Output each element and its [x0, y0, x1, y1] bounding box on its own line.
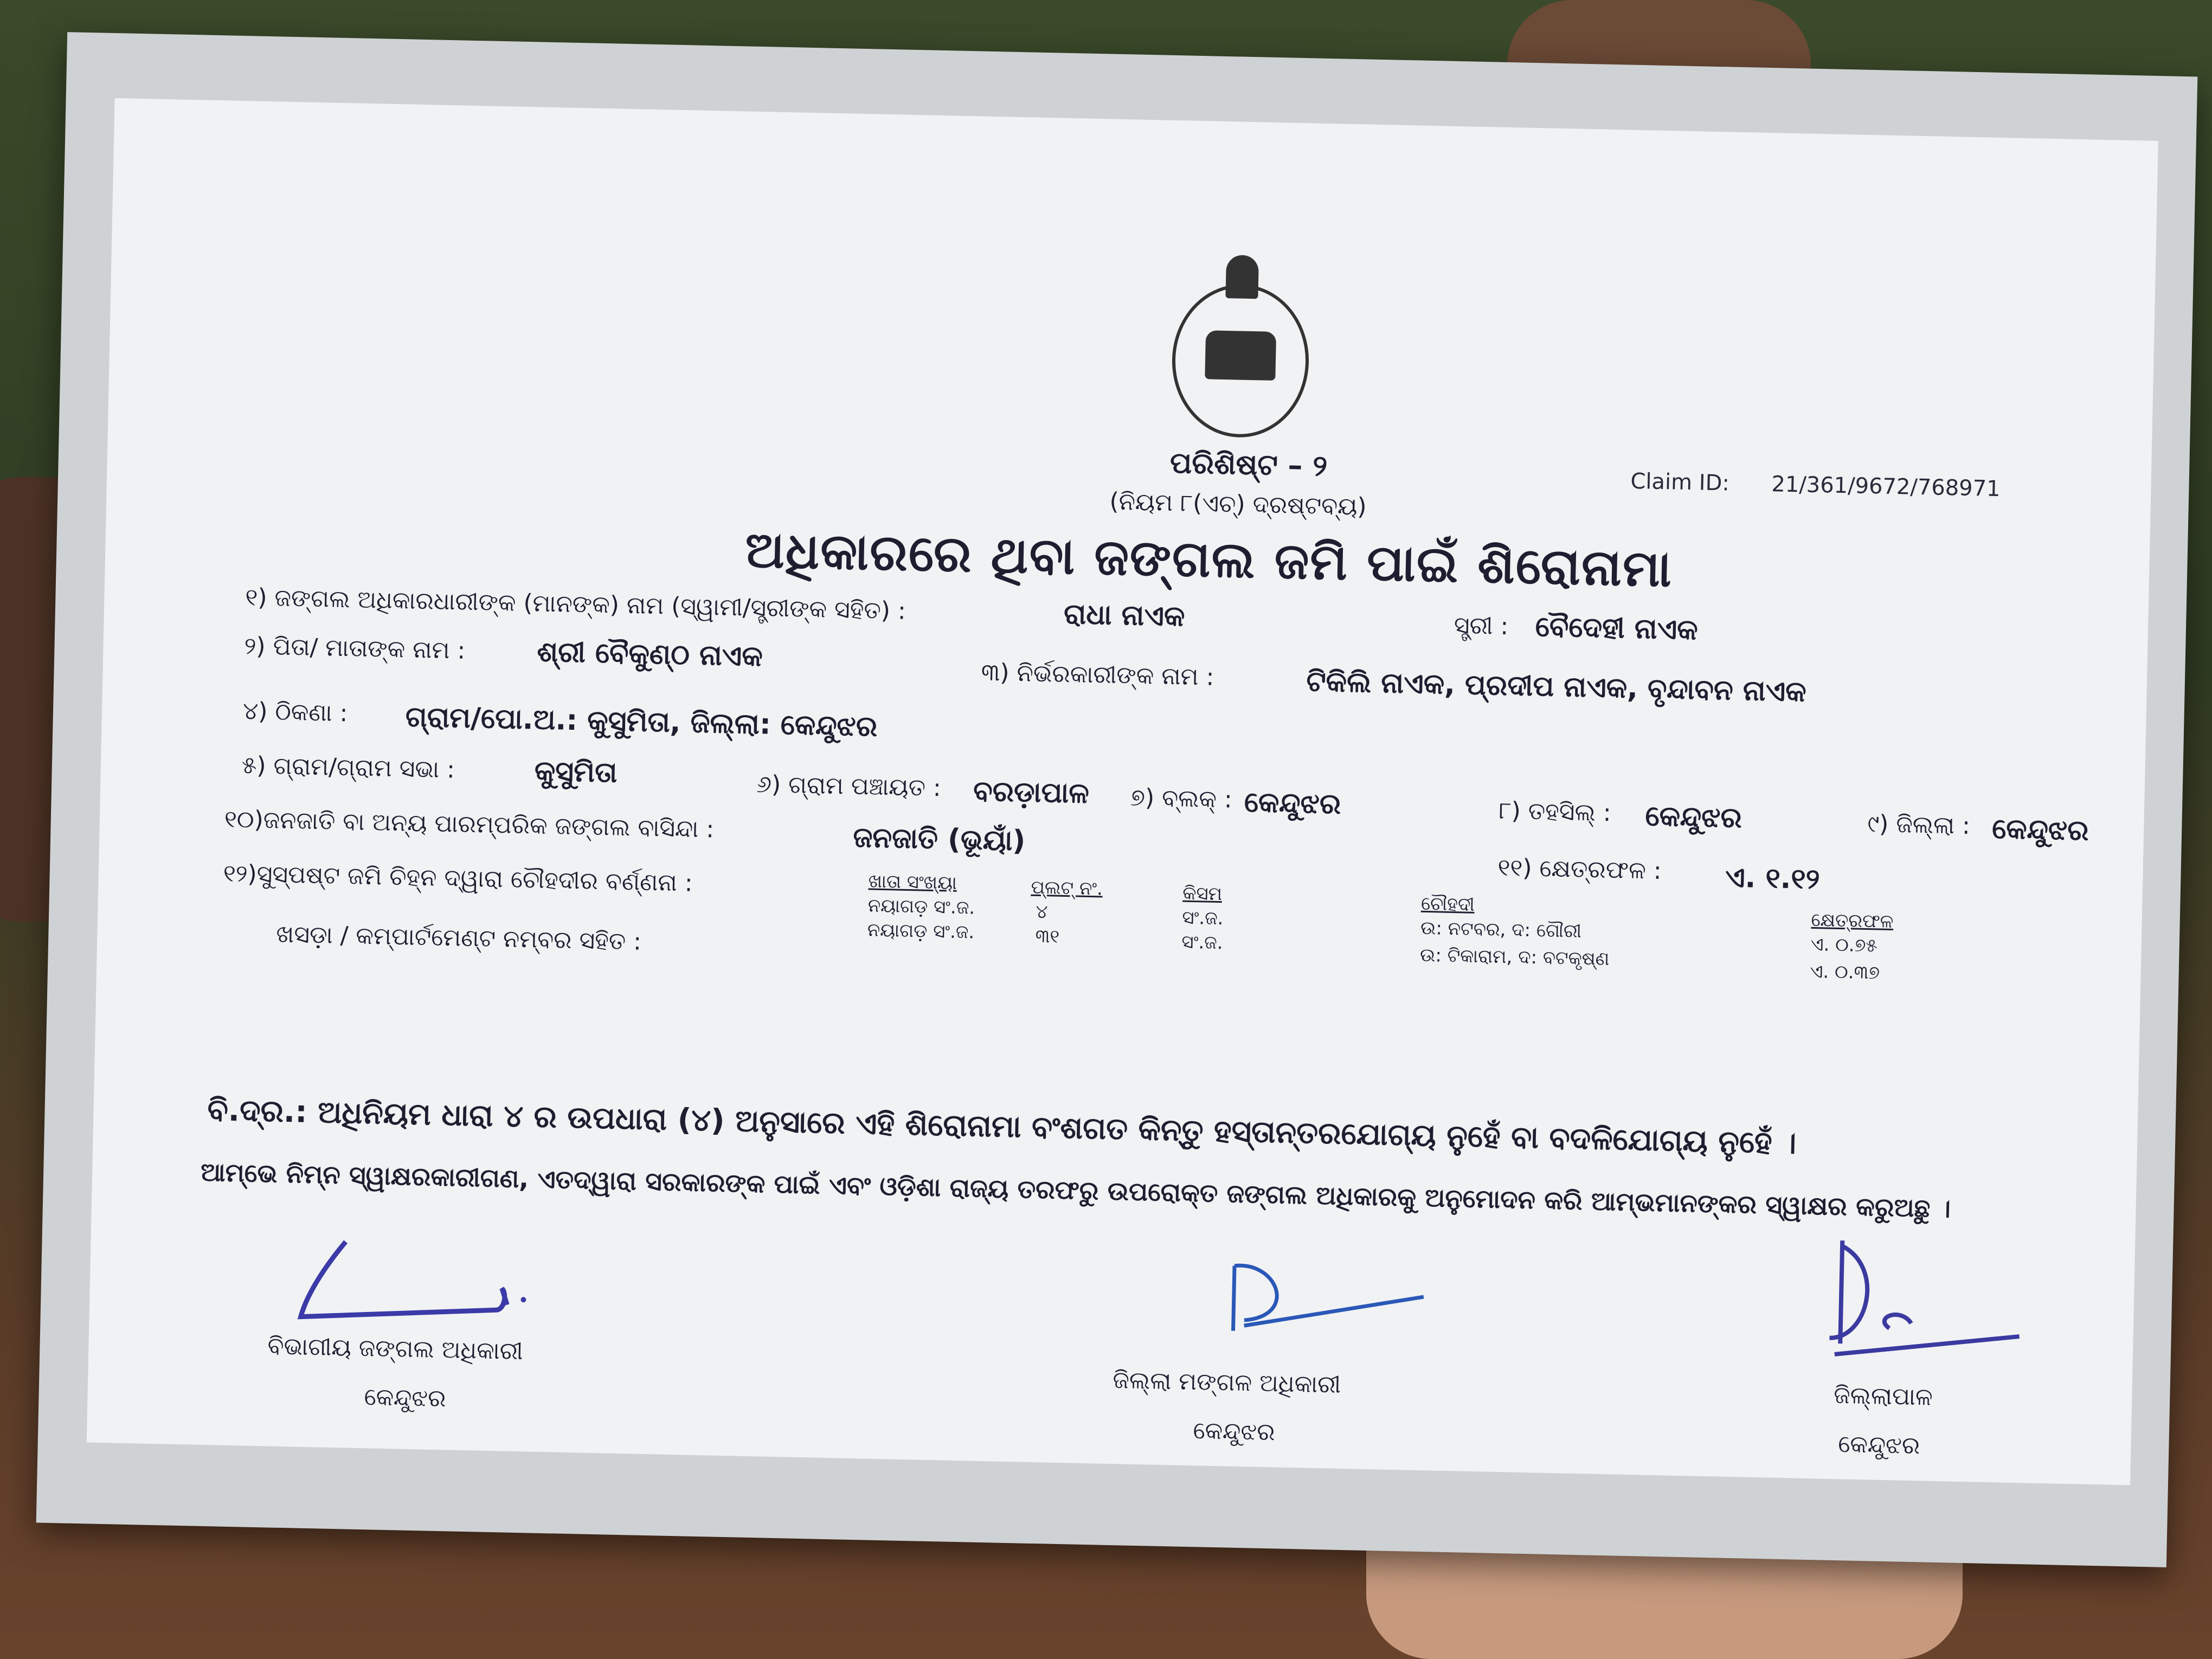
field-8-label: ୮) ତହସିଲ୍ :	[1499, 796, 1612, 827]
signature-3-handwritten	[1818, 1234, 2027, 1371]
table-cell: ୩୧	[1035, 925, 1060, 948]
field-6-value: ବରଡ଼ାପାଳ	[973, 775, 1090, 810]
table-cell: ଉ: ଟିକାରାମ, ଦ: ବଟକୃଷ୍ଣ	[1419, 944, 1610, 970]
signatory-3-title: ଜିଲ୍ଲାପାଳ	[1833, 1381, 1933, 1411]
annexure-label: ପରିଶିଷ୍ଟ – ୨	[1169, 445, 1328, 483]
spouse-value: ବୈଦେହୀ ନାଏକ	[1535, 610, 1699, 647]
field-9-label: ୯) ଜିଲ୍ଲା :	[1867, 810, 1971, 840]
document-title: ଅଧିକାରରେ ଥିବା ଜଙ୍ଗଲ ଜମି ପାଇଁ ଶିରୋନାମା	[744, 520, 1673, 599]
table-cell: ଉ: ନଟବର, ଦ: ଗୌରୀ	[1420, 917, 1582, 942]
table-cell: ନୟାଗଡ଼ ସଂ.ଜ.	[867, 919, 975, 943]
spouse-label: ସ୍ତ୍ରୀ :	[1454, 611, 1509, 641]
table-cell: ନୟାଗଡ଼ ସଂ.ଜ.	[867, 895, 975, 919]
field-5-value: କୁସୁମିତା	[534, 755, 618, 789]
field-10-value: ଜନଜାତି (ଭୂୟାଁ)	[852, 821, 1026, 858]
field-10-label: ୧୦)ଜନଜାତି ବା ଅନ୍ୟ ପାରମ୍ପରିକ ଜଙ୍ଗଲ ବାସିନ୍ଦା :	[224, 805, 715, 844]
field-1-value: ରାଧା ନାଏକ	[1063, 597, 1186, 633]
signatory-3-place: କେନ୍ଦୁଝର	[1837, 1430, 1920, 1460]
field-9-value: କେନ୍ଦୁଝର	[1991, 812, 2089, 847]
field-3-value: ଟିକିଲି ନାଏକ, ପ୍ରଦୀପ ନାଏକ, ବୃନ୍ଦାବନ ନାଏକ	[1306, 665, 1807, 709]
table-header-boundary: ଚୌହଦୀ	[1420, 892, 1475, 916]
field-7-label: ୭) ବ୍ଲକ୍ :	[1130, 783, 1233, 814]
field-5-label: ୫) ଗ୍ରାମ/ଗ୍ରାମ ସଭା :	[241, 751, 455, 784]
field-12-label: ୧୨)ସୁସ୍ପଷ୍ଟ ଜମି ଚିହ୍ନ ଦ୍ୱାରା ଚୌହଦୀର ବର୍ଣ୍ଣନା :	[223, 859, 693, 897]
field-12-sublabel: ଖସଡ଼ା / କମ୍ପାର୍ଟମେଣ୍ଟ ନମ୍ବର ସହିତ :	[275, 920, 642, 956]
certificate-page	[87, 98, 2158, 1485]
signatory-2-title: ଜିଲ୍ଲା ମଙ୍ଗଳ ଅଧିକାରୀ	[1113, 1366, 1341, 1399]
table-cell: ୪	[1036, 901, 1048, 923]
laminated-certificate	[36, 32, 2198, 1567]
field-7-value: କେନ୍ଦୁଝର	[1244, 786, 1341, 821]
table-header-khata: ଖାତା ସଂଖ୍ୟା	[868, 870, 957, 894]
table-cell: ଏ. ୦.୭୫	[1810, 933, 1878, 957]
field-4-value: ଗ୍ରାମ/ପୋ.ଅ.: କୁସୁମିତା, ଜିଲ୍ଲା: କେନ୍ଦୁଝର	[405, 700, 878, 743]
field-11-label: ୧୧) କ୍ଷେତ୍ରଫଳ :	[1497, 853, 1662, 885]
table-header-kisam: କିସମ	[1182, 882, 1223, 905]
table-header-area: କ୍ଷେତ୍ରଫଳ	[1811, 909, 1894, 933]
claim-id-value: 21/361/9672/768971	[1771, 472, 2001, 501]
rule-reference: (ନିୟମ ୮(ଏଚ୍) ଦ୍ରଷ୍ଟବ୍ୟ)	[1109, 487, 1367, 521]
signatory-2-place: କେନ୍ଦୁଝର	[1193, 1417, 1276, 1446]
note-text: ବି.ଦ୍ର.: ଅଧିନିୟମ ଧାରା ୪ ର ଉପଧାରା (୪) ଅନୁସାରେ ଏହି ଶିରୋନାମା ବଂଶଗତ କିନ୍ତୁ ହସ୍ତାନ୍ତରଯୋଗ୍ୟ ନୁହେଁ ବା ବଦଳିଯୋଗ୍ୟ ନୁହେଁ ।	[207, 1092, 1797, 1161]
signatory-1-place: କେନ୍ଦୁଝର	[364, 1383, 447, 1413]
field-2-value: ଶ୍ରୀ ବୈକୁଣ୍ଠ ନାଏକ	[536, 635, 763, 673]
table-cell: ସଂ.ଜ.	[1181, 931, 1223, 954]
field-3-label: ୩) ନିର୍ଭରକାରୀଙ୍କ ନାମ :	[981, 658, 1214, 691]
odisha-state-emblem-icon	[1171, 283, 1310, 439]
field-2-label: ୨) ପିତା/ ମାତାଙ୍କ ନାମ :	[244, 632, 466, 665]
field-1-label: ୧) ଜଙ୍ଗଲ ଅଧିକାରଧାରୀଙ୍କ (ମାନଙ୍କ) ନାମ (ସ୍ୱାମୀ/ସ୍ତ୍ରୀଙ୍କ ସହିତ) :	[245, 583, 906, 625]
field-6-label: ୬) ଗ୍ରାମ ପଞ୍ଚାୟତ :	[756, 770, 942, 802]
table-header-plot: ପ୍ଲଟ୍ ନଂ.	[1031, 876, 1103, 900]
table-cell: ଏ. ୦.୩୭	[1810, 960, 1880, 984]
field-11-value: ଏ. ୧.୧୨	[1725, 861, 1821, 896]
field-8-value: କେନ୍ଦୁଝର	[1644, 800, 1742, 835]
table-cell: ସଂ.ଜ.	[1182, 906, 1224, 930]
signature-2-handwritten	[1211, 1249, 1441, 1365]
signatory-1-title: ବିଭାଗୀୟ ଜଙ୍ଗଲ ଅଧିକାରୀ	[267, 1332, 524, 1366]
claim-id-label: Claim ID:	[1630, 468, 1730, 496]
declaration-text: ଆମ୍ଭେ ନିମ୍ନ ସ୍ୱାକ୍ଷରକାରୀଗଣ, ଏତଦ୍ୱାରା ସରକାରଙ୍କ ପାଇଁ ଏବଂ ଓଡ଼ିଶା ରାଜ୍ୟ ତରଫରୁ ଉପରୋକ୍ତ ଜଙ୍ଗଲ ଅଧିକାରକୁ ଅନୁମୋଦନ କରି ଆମ୍ଭମାନଙ୍କର ସ୍ୱାକ୍ଷର କରୁଅଛୁ ।	[200, 1157, 1951, 1224]
field-4-label: ୪) ଠିକଣା :	[242, 697, 348, 728]
